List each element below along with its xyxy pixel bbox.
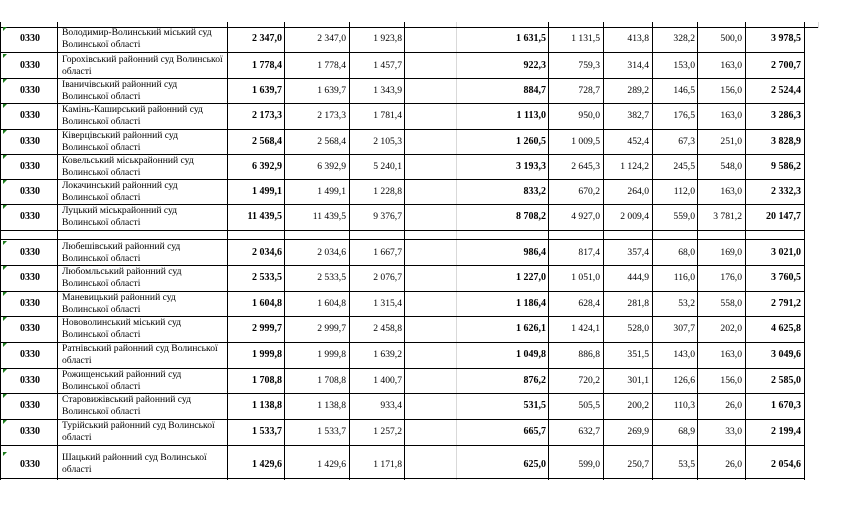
amount-cell-v9: 2 054,6 xyxy=(771,458,801,470)
court-name-cell: Ратнівський районний суд Волинської області xyxy=(62,343,218,366)
amount-cell-v9: 2 791,2 xyxy=(771,297,801,309)
amount-cell-v5: 632,7 xyxy=(578,426,600,437)
amount-cell-v4: 884,7 xyxy=(523,84,546,96)
amount-cell-v5: 1 009,5 xyxy=(571,135,600,147)
amount-cell-v2: 1 138,8 xyxy=(317,400,346,411)
amount-cell-v8: 163,0 xyxy=(720,110,742,121)
amount-cell-v9: 4 625,8 xyxy=(771,323,801,334)
amount-cell-v6: 289,2 xyxy=(627,84,649,96)
amount-cell-v2: 1 708,8 xyxy=(317,374,346,386)
table-row xyxy=(0,103,848,129)
amount-cell-v3: 1 639,2 xyxy=(373,349,402,360)
court-name-cell: Маневицький районний суд Волинської області xyxy=(62,292,176,315)
amount-cell-v4: 1 227,0 xyxy=(516,272,546,283)
amount-cell-v6: 528,0 xyxy=(627,323,649,334)
amount-cell-v1: 1 499,1 xyxy=(252,185,282,197)
amount-cell-v7: 143,0 xyxy=(673,349,695,360)
amount-cell-v8: 156,0 xyxy=(720,84,742,96)
amount-cell-v4: 665,7 xyxy=(523,426,546,437)
budget-code-cell: 0330 xyxy=(20,211,40,222)
amount-cell-v6: 301,1 xyxy=(627,374,649,386)
amount-cell-v7: 153,0 xyxy=(673,59,695,71)
table-row xyxy=(0,204,848,230)
amount-cell-v1: 6 392,9 xyxy=(252,160,282,172)
amount-cell-v5: 817,4 xyxy=(578,246,600,258)
court-name-cell: Камінь-Каширський районний суд Волинської області xyxy=(62,104,203,127)
budget-code-cell: 0330 xyxy=(20,59,40,71)
court-name-cell: Рожищенський районний суд Волинської області xyxy=(62,369,182,392)
court-name-cell: Любомльський районний суд Волинської області xyxy=(62,266,182,289)
amount-cell-v5: 4 927,0 xyxy=(571,211,600,222)
amount-cell-v1: 2 347,0 xyxy=(252,33,282,44)
amount-cell-v1: 2 568,4 xyxy=(252,135,282,147)
amount-cell-v9: 9 586,2 xyxy=(771,160,801,172)
amount-cell-v3: 1 400,7 xyxy=(373,374,402,386)
amount-cell-v1: 1 778,4 xyxy=(252,59,282,71)
table-row xyxy=(0,154,848,179)
amount-cell-v9: 2 700,7 xyxy=(771,59,801,71)
budget-code-cell: 0330 xyxy=(20,400,40,411)
budget-code-cell: 0330 xyxy=(20,297,40,309)
amount-cell-v7: 116,0 xyxy=(673,272,695,283)
amount-cell-v3: 2 076,7 xyxy=(373,272,402,283)
amount-cell-v5: 759,3 xyxy=(578,59,600,71)
amount-cell-v5: 599,0 xyxy=(578,458,600,470)
amount-cell-v5: 886,8 xyxy=(578,349,600,360)
amount-cell-v5: 1 131,5 xyxy=(571,33,600,44)
amount-cell-v9: 20 147,7 xyxy=(766,211,801,222)
amount-cell-v1: 2 173,3 xyxy=(252,110,282,121)
amount-cell-v6: 281,8 xyxy=(627,297,649,309)
amount-cell-v6: 264,0 xyxy=(627,185,649,197)
amount-cell-v2: 2 034,6 xyxy=(317,246,346,258)
amount-cell-v3: 2 105,3 xyxy=(373,135,402,147)
budget-code-cell: 0330 xyxy=(20,323,40,334)
amount-cell-v4: 1 260,5 xyxy=(516,135,546,147)
amount-cell-v7: 307,7 xyxy=(673,323,695,334)
amount-cell-v1: 11 439,5 xyxy=(247,211,282,222)
amount-cell-v8: 163,0 xyxy=(720,349,742,360)
amount-cell-v2: 2 568,4 xyxy=(317,135,346,147)
amount-cell-v8: 163,0 xyxy=(720,59,742,71)
amount-cell-v1: 1 138,8 xyxy=(252,400,282,411)
amount-cell-v4: 1 113,0 xyxy=(516,110,546,121)
amount-cell-v6: 269,9 xyxy=(627,426,649,437)
amount-cell-v8: 251,0 xyxy=(720,135,742,147)
amount-cell-v3: 9 376,7 xyxy=(373,211,402,222)
amount-cell-v8: 3 781,2 xyxy=(713,211,742,222)
amount-cell-v4: 986,4 xyxy=(523,246,546,258)
amount-cell-v6: 250,7 xyxy=(627,458,649,470)
amount-cell-v7: 146,5 xyxy=(673,84,695,96)
budget-code-cell: 0330 xyxy=(20,110,40,121)
amount-cell-v9: 3 021,0 xyxy=(771,246,801,258)
amount-cell-v8: 156,0 xyxy=(720,374,742,386)
amount-cell-v2: 1 429,6 xyxy=(317,458,346,470)
budget-code-cell: 0330 xyxy=(20,426,40,437)
amount-cell-v2: 2 999,7 xyxy=(317,323,346,334)
amount-cell-v5: 720,2 xyxy=(578,374,600,386)
amount-cell-v4: 1 049,8 xyxy=(516,349,546,360)
table-row xyxy=(0,53,848,78)
amount-cell-v5: 1 051,0 xyxy=(571,272,600,283)
amount-cell-v9: 3 828,9 xyxy=(771,135,801,147)
table-row xyxy=(0,265,848,291)
amount-cell-v4: 922,3 xyxy=(523,59,546,71)
amount-cell-v7: 110,3 xyxy=(673,400,695,411)
amount-cell-v1: 1 604,8 xyxy=(252,297,282,309)
amount-cell-v3: 1 315,4 xyxy=(373,297,402,309)
table-row xyxy=(0,368,848,393)
amount-cell-v7: 126,6 xyxy=(673,374,695,386)
amount-cell-v4: 1 631,5 xyxy=(516,33,546,44)
table-row xyxy=(0,78,848,103)
amount-cell-v5: 670,2 xyxy=(578,185,600,197)
amount-cell-v6: 444,9 xyxy=(627,272,649,283)
budget-code-cell: 0330 xyxy=(20,185,40,197)
amount-cell-v8: 548,0 xyxy=(720,160,742,172)
table-row xyxy=(0,393,848,419)
amount-cell-v4: 1 626,1 xyxy=(516,323,546,334)
amount-cell-v5: 950,0 xyxy=(578,110,600,121)
amount-cell-v3: 1 171,8 xyxy=(373,458,402,470)
table-row xyxy=(0,419,848,445)
court-name-cell: Нововолинський міський суд Волинської області xyxy=(62,317,182,340)
amount-cell-v4: 625,0 xyxy=(523,458,546,470)
amount-cell-v2: 1 533,7 xyxy=(317,426,346,437)
budget-code-cell: 0330 xyxy=(20,272,40,283)
amount-cell-v8: 33,0 xyxy=(725,426,742,437)
court-name-cell: Володимир-Волинський міський суд Волинської області xyxy=(62,27,212,50)
amount-cell-v4: 531,5 xyxy=(523,400,546,411)
amount-cell-v2: 1 778,4 xyxy=(317,59,346,71)
amount-cell-v7: 53,2 xyxy=(678,297,695,309)
amount-cell-v3: 2 458,8 xyxy=(373,323,402,334)
amount-cell-v3: 1 923,8 xyxy=(373,33,402,44)
amount-cell-v1: 1 639,7 xyxy=(252,84,282,96)
budget-code-cell: 0330 xyxy=(20,246,40,258)
court-name-cell: Луцький міськрайонний суд Волинської області xyxy=(62,205,178,228)
amount-cell-v7: 245,5 xyxy=(673,160,695,172)
amount-cell-v6: 382,7 xyxy=(627,110,649,121)
amount-cell-v2: 2 173,3 xyxy=(317,110,346,121)
amount-cell-v4: 1 186,4 xyxy=(516,297,546,309)
amount-cell-v9: 2 199,4 xyxy=(771,426,801,437)
amount-cell-v9: 3 049,6 xyxy=(771,349,801,360)
amount-cell-v3: 1 667,7 xyxy=(373,246,402,258)
amount-cell-v9: 3 760,5 xyxy=(771,272,801,283)
amount-cell-v4: 3 193,3 xyxy=(516,160,546,172)
amount-cell-v7: 176,5 xyxy=(673,110,695,121)
amount-cell-v5: 628,4 xyxy=(578,297,600,309)
amount-cell-v6: 413,8 xyxy=(627,33,649,44)
amount-cell-v4: 876,2 xyxy=(523,374,546,386)
amount-cell-v1: 1 429,6 xyxy=(252,458,282,470)
budget-code-cell: 0330 xyxy=(20,135,40,147)
amount-cell-v1: 1 708,8 xyxy=(252,374,282,386)
table-row xyxy=(0,179,848,204)
amount-cell-v6: 1 124,2 xyxy=(620,160,649,172)
budget-code-cell: 0330 xyxy=(20,84,40,96)
court-name-cell: Горохівський районний суд Волинської області xyxy=(62,54,223,77)
amount-cell-v2: 11 439,5 xyxy=(312,211,346,222)
table-row xyxy=(0,26,848,52)
amount-cell-v3: 1 781,4 xyxy=(373,110,402,121)
amount-cell-v5: 1 424,1 xyxy=(571,323,600,334)
amount-cell-v1: 1 999,8 xyxy=(252,349,282,360)
budget-code-cell: 0330 xyxy=(20,160,40,172)
court-name-cell: Ковельський міськрайонний суд Волинської області xyxy=(62,155,194,178)
budget-code-cell: 0330 xyxy=(20,374,40,386)
amount-cell-v3: 1 257,2 xyxy=(373,426,402,437)
court-name-cell: Любешівський районний суд Волинської області xyxy=(62,241,181,264)
table-row xyxy=(0,129,848,154)
amount-cell-v6: 452,4 xyxy=(627,135,649,147)
court-name-cell: Турійський районний суд Волинської області xyxy=(62,420,215,443)
amount-cell-v2: 1 639,7 xyxy=(317,84,346,96)
amount-cell-v1: 2 533,5 xyxy=(252,272,282,283)
amount-cell-v8: 169,0 xyxy=(720,246,742,258)
amount-cell-v8: 500,0 xyxy=(720,33,742,44)
amount-cell-v2: 1 604,8 xyxy=(317,297,346,309)
table-row xyxy=(0,291,848,316)
amount-cell-v1: 1 533,7 xyxy=(252,426,282,437)
amount-cell-v7: 559,0 xyxy=(673,211,695,222)
budget-code-cell: 0330 xyxy=(20,349,40,360)
amount-cell-v2: 2 533,5 xyxy=(317,272,346,283)
budget-code-cell: 0330 xyxy=(20,33,40,44)
amount-cell-v5: 505,5 xyxy=(578,400,600,411)
amount-cell-v6: 357,4 xyxy=(627,246,649,258)
amount-cell-v9: 2 585,0 xyxy=(771,374,801,386)
amount-cell-v9: 1 670,3 xyxy=(771,400,801,411)
amount-cell-v3: 1 343,9 xyxy=(373,84,402,96)
amount-cell-v7: 67,3 xyxy=(678,135,695,147)
budget-code-cell: 0330 xyxy=(20,458,40,470)
court-name-cell: Локачинський районний суд Волинської області xyxy=(62,180,178,203)
amount-cell-v9: 2 332,3 xyxy=(771,185,801,197)
amount-cell-v8: 558,0 xyxy=(720,297,742,309)
amount-cell-v9: 2 524,4 xyxy=(771,84,801,96)
amount-cell-v7: 53,5 xyxy=(678,458,695,470)
amount-cell-v8: 26,0 xyxy=(725,458,742,470)
amount-cell-v3: 933,4 xyxy=(380,400,402,411)
court-name-cell: Шацький районний суд Волинської області xyxy=(62,452,207,475)
amount-cell-v6: 2 009,4 xyxy=(620,211,649,222)
amount-cell-v8: 163,0 xyxy=(720,185,742,197)
amount-cell-v9: 3 286,3 xyxy=(771,110,801,121)
amount-cell-v5: 2 645,3 xyxy=(571,160,600,172)
court-name-cell: Старовижівський районний суд Волинської області xyxy=(62,394,191,417)
amount-cell-v7: 68,0 xyxy=(678,246,695,258)
amount-cell-v7: 68,9 xyxy=(678,426,695,437)
amount-cell-v2: 2 347,0 xyxy=(317,33,346,44)
court-name-cell: Ківерцівський районний суд Волинської області xyxy=(62,130,178,153)
table-row xyxy=(0,342,848,368)
amount-cell-v6: 351,5 xyxy=(627,349,649,360)
table-row xyxy=(0,451,848,478)
amount-cell-v8: 202,0 xyxy=(720,323,742,334)
amount-cell-v7: 328,2 xyxy=(673,33,695,44)
amount-cell-v4: 833,2 xyxy=(523,185,546,197)
table-row xyxy=(0,240,848,265)
amount-cell-v7: 112,0 xyxy=(673,185,695,197)
amount-cell-v4: 8 708,2 xyxy=(516,211,546,222)
amount-cell-v1: 2 999,7 xyxy=(252,323,282,334)
amount-cell-v3: 1 457,7 xyxy=(373,59,402,71)
amount-cell-v6: 314,4 xyxy=(627,59,649,71)
amount-cell-v3: 1 228,8 xyxy=(373,185,402,197)
amount-cell-v8: 26,0 xyxy=(725,400,742,411)
amount-cell-v9: 3 978,5 xyxy=(771,33,801,44)
amount-cell-v8: 176,0 xyxy=(720,272,742,283)
court-name-cell: Іваничівський районний суд Волинської області xyxy=(62,79,178,102)
amount-cell-v2: 1 499,1 xyxy=(317,185,346,197)
amount-cell-v1: 2 034,6 xyxy=(252,246,282,258)
amount-cell-v2: 6 392,9 xyxy=(317,160,346,172)
amount-cell-v2: 1 999,8 xyxy=(317,349,346,360)
amount-cell-v3: 5 240,1 xyxy=(373,160,402,172)
amount-cell-v6: 200,2 xyxy=(627,400,649,411)
table-row xyxy=(0,316,848,342)
amount-cell-v5: 728,7 xyxy=(578,84,600,96)
